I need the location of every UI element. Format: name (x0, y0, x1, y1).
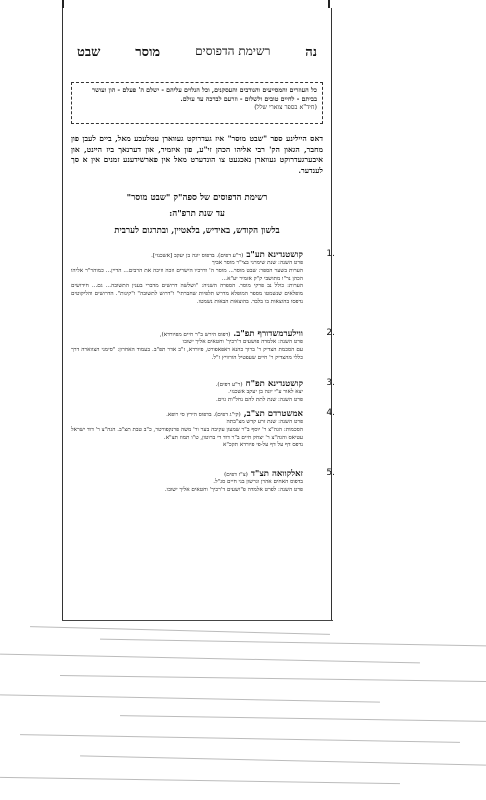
dedication-box (71, 82, 323, 124)
edition-entry-3 (71, 378, 335, 405)
document-page (62, 8, 335, 620)
entry-title: ווילערמשדורף תפ"ב. (דפוס הירש ב"ר חיים מפיורדא), (159, 329, 303, 339)
entry-details: (צ"ז דפים) (224, 472, 248, 478)
edition-entry-4 (71, 408, 335, 450)
entry-number: 2. (326, 328, 335, 338)
entry-number: 1. (326, 249, 335, 259)
entry-line: פרט השנה: שנת זרע קדש מצ"בתה (226, 419, 303, 425)
dedication-source: (חיד"א בספר צוארי שלל) (254, 104, 317, 111)
entry-line: נדפס דף על דף על-פי פיורדא תקכ"א (222, 442, 303, 449)
entry-number: 5. (326, 468, 335, 478)
entry-line: פרט השנה: שנת לתת להם נחל"ות גוים. (216, 396, 303, 403)
list-heading: רשימת הדפוסים של ספה"ק "שבט מוסר" (126, 193, 268, 203)
entry-line: פרט השנה: אלמדה פושעים ד'רכיך' וחטאים אליך ישובו (182, 339, 303, 345)
entry-title: קושטנדינא תפ"ח (ר"ע דפים). (215, 379, 303, 389)
header-subject: מוסר (135, 45, 161, 60)
entry-line: עם הסכמת הצדיק ר' ברוך כהנא ראפאפורט, פיורדא, ז"ב אדר תפ"ב. בעמוד האחרון: "סימני הצווארה דרך כללי מהצדיק ר' חיים שעפטיל הורוויץ ז"ל. (71, 346, 303, 361)
entry-details: (ר"ע דפים). (215, 382, 243, 388)
entry-title: קושטנדינא תע"ב (ר"ע דפים). בדפוס יונה בן יעקב [אשכנזי]. (151, 250, 303, 260)
top-fold-mark (62, 0, 64, 8)
entry-line: הערות בשער הספר: שבט מוסר... מוסר ה' ודרכיו הישרים וזכה וזיכה את הרבים... הדיין... כמוהר"ר אליהו הכהן נר"ו מתושבי ק"ק אזמיר יע"א... (71, 267, 303, 282)
edition-entry-5 (71, 468, 335, 495)
header-book-name: שבט (77, 45, 101, 60)
scan-artifact-lines (0, 620, 486, 800)
entry-line: הסכמות: הגה"צ ר' יוסף ב"ר שמעון עקיבה בער ור' משה פרנקפורטר, כ"ב טבת תצ"ב. הגה"צ ר' דוד ישראל עטיאס והגה"צ ר' יצחק חיים ב"ר דוד די ברוטון, ט"ו תמוז תצ"א. (71, 426, 303, 441)
entry-line: פרט השנה: לפרט אלמדה פ"ושעים ד'רכיך' וחטאים אליך ישובו. (164, 486, 303, 493)
list-subheading-years: עד שנת תרפ"ה: (169, 209, 225, 219)
entry-number: 4. (326, 408, 335, 418)
edition-entry-2 (71, 328, 335, 362)
dedication-text: כל העוזרים והמסייעים והנודבים והעסקנים, וכל הנלוים עליהם - ישלם ה' פעלם - הון ועושר בביתם - לחיים טובים ולשלום - וזרעם לברכה עד עולם. (92, 87, 317, 103)
list-subheading-languages: בלשון הקודש, באידיש, בלאטיין, ובתרגום לערבית (114, 226, 280, 236)
entry-title: זאלקוואה תצ"ד (צ"ז דפים) (224, 469, 303, 479)
header-title: רשימת הדפוסים (195, 44, 271, 58)
page-header (63, 44, 331, 60)
header-page-number: נה (305, 45, 317, 60)
entry-line: יצא לאור ע"י יונה בן יעקב אשכנזי. (228, 389, 303, 395)
entry-line: הערות: כולל נב פרקי מוסר. הספרה השניה: "ושלשה דרושים מדברי בענין התשובה... גם... חידושים מופלאים שנשמטו מספר המופלא מדרש תלפיות שחברתי" ו"דרוש לתשובה" ו"קינות". הדרושים והליקוטים נדפסו בהוצאות בו בלבד. בהוצאות הבאות נשמטו. (71, 283, 303, 306)
entry-details: (קי"ג דפים). בדפוס הירץ סי רופא. (166, 412, 241, 418)
entry-details: (ר"ע דפים). בדפוס יונה בן יעקב [אשכנזי]. (151, 253, 244, 259)
entry-details: (דפוס הירש ב"ר חיים מפיורדא), (159, 332, 231, 338)
top-fold-mark-right (328, 0, 330, 8)
intro-paragraph: דאס היילינע ספר "שבט מוסר" איז געדרוקט געווארן עטלעכע מאל, ביים לעבן פון מחבר, הגאון הק' רבי אליהו הכהן זי"ע, פון איזמיר, און דערנאך ביז היינט, און איבערגעדרוקט געווארן נאכגעט צו הונדערט מאל אין פארשידענע זמנים אין א סך לענדער. (71, 134, 323, 175)
entry-title: אמשטרדם תצ"ב, (קי"ג דפים). בדפוס הירץ סי רופא. (166, 409, 303, 419)
entry-number: 3. (326, 378, 335, 388)
entry-line: בדפוס האחים אהרן וגרשון בני חיים סג"ל. (213, 479, 303, 485)
entry-line: פרט השנה: שנת שימרני בצי"ר מוסר אביך (211, 260, 303, 266)
edition-entry-1 (71, 249, 335, 307)
